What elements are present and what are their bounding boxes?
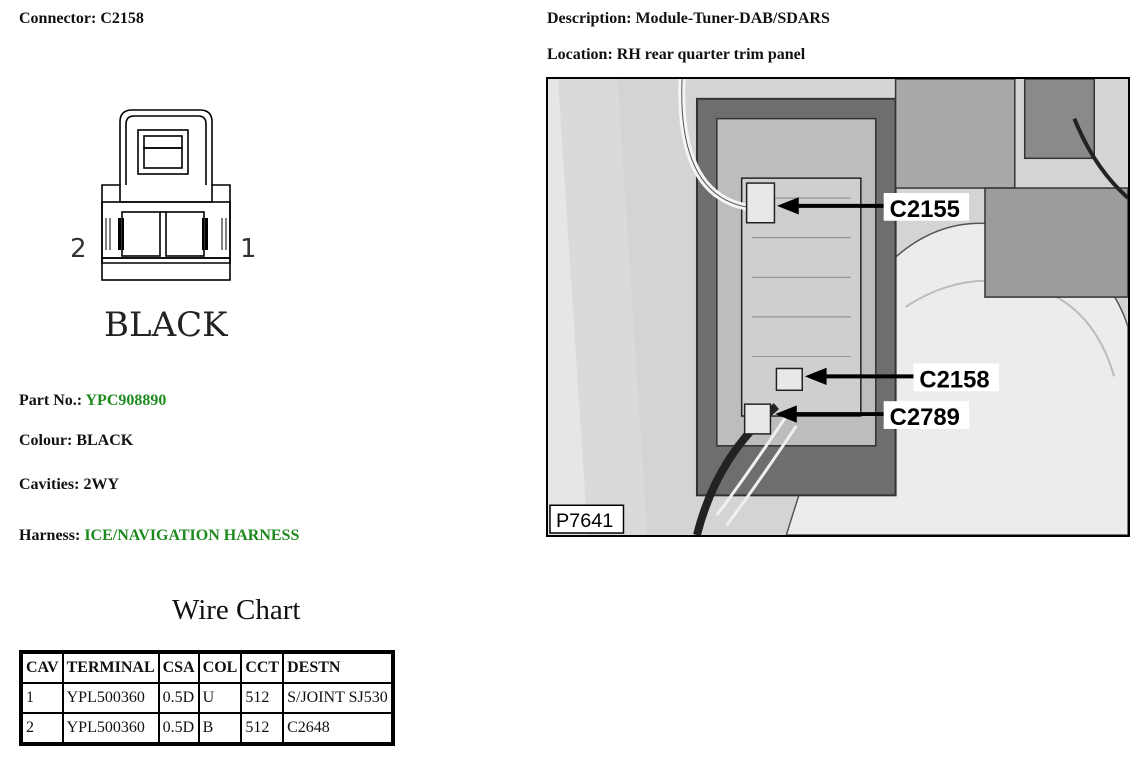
connector-heading <box>19 10 144 28</box>
cell-csa: 0.5D <box>159 683 199 713</box>
header-cav: CAV <box>22 653 63 683</box>
harness-line <box>19 527 299 545</box>
part-no-line <box>19 392 166 410</box>
part-no-link[interactable]: YPC908890 <box>85 392 167 409</box>
cell-terminal: YPL500360 <box>63 683 159 713</box>
header-csa: CSA <box>159 653 199 683</box>
location-label: Location: <box>547 46 613 63</box>
cell-col: B <box>199 713 242 743</box>
description-value: Module-Tuner-DAB/SDARS <box>635 10 830 27</box>
table-row <box>22 713 392 743</box>
table-row <box>22 683 392 713</box>
photo-reference: P7641 <box>555 510 614 533</box>
callout-c2155: C2155 <box>889 195 960 223</box>
location-photo <box>546 77 1130 537</box>
pin-1-label: 1 <box>240 234 257 264</box>
cell-cav: 1 <box>22 683 63 713</box>
colour-value: BLACK <box>76 432 134 449</box>
table-header-row <box>22 653 392 683</box>
connector-colour-caption: BLACK <box>104 305 228 345</box>
cell-csa: 0.5D <box>159 713 199 743</box>
cavities-line <box>19 476 119 494</box>
cell-terminal: YPL500360 <box>63 713 159 743</box>
wire-chart-table <box>19 650 395 746</box>
pin-2-label: 2 <box>70 234 87 264</box>
cell-col: U <box>199 683 242 713</box>
connector-id: C2158 <box>100 10 144 27</box>
header-destn: DESTN <box>283 653 392 683</box>
header-terminal: TERMINAL <box>63 653 159 683</box>
description-line <box>547 10 830 28</box>
location-line <box>547 46 805 64</box>
connector-face-diagram <box>62 100 262 350</box>
colour-line <box>19 432 133 450</box>
cell-cct: 512 <box>241 713 283 743</box>
callout-c2158: C2158 <box>919 366 990 394</box>
cavities-label: Cavities: <box>19 476 80 493</box>
harness-label: Harness: <box>19 527 81 544</box>
callout-c2789: C2789 <box>889 403 960 431</box>
header-col: COL <box>199 653 242 683</box>
harness-link[interactable]: ICE/NAVIGATION HARNESS <box>84 527 300 544</box>
cell-cav: 2 <box>22 713 63 743</box>
connector-label: Connector: <box>19 10 97 27</box>
cell-cct: 512 <box>241 683 283 713</box>
cell-destn[interactable]: S/JOINT SJ530 <box>283 683 392 713</box>
location-value: RH rear quarter trim panel <box>616 46 806 63</box>
part-no-label: Part No.: <box>19 392 83 409</box>
cavities-value: 2WY <box>83 476 119 493</box>
colour-label: Colour: <box>19 432 73 449</box>
header-cct: CCT <box>241 653 283 683</box>
wire-chart-title: Wire Chart <box>172 594 301 626</box>
description-label: Description: <box>547 10 632 27</box>
cell-destn[interactable]: C2648 <box>283 713 392 743</box>
